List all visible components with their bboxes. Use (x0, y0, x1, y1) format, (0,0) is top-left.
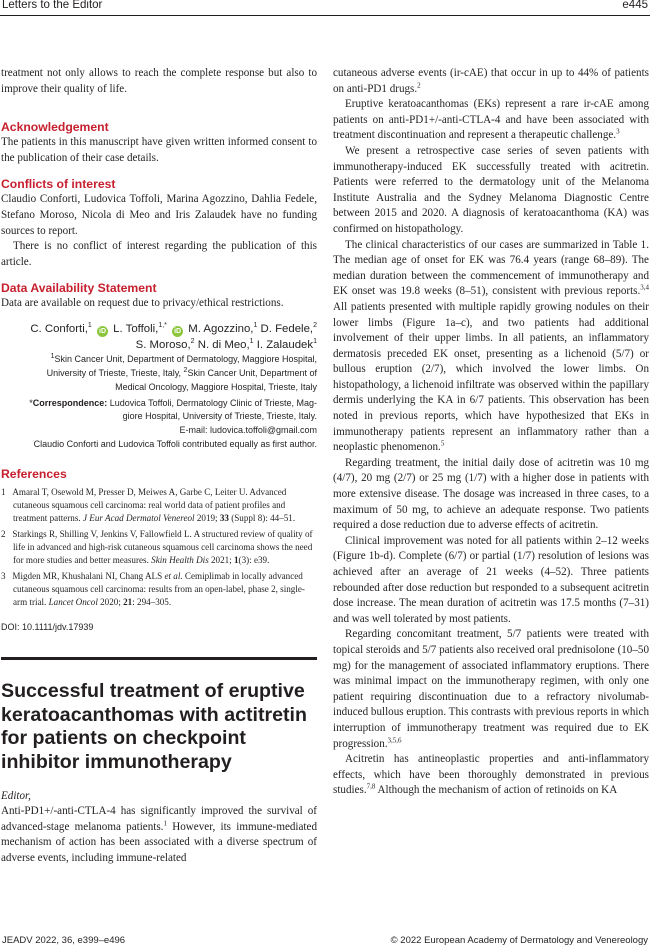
equal-contribution-note: Claudio Conforti and Ludovica Toffoli contributed equally as first author. (33, 438, 317, 449)
paragraph-treatment: Regarding treatment, the initial daily dose of acitretin was 10 mg (4/7), 20 mg (2/7) or 25 mg (1/7) with a higher dose in patients with more extensive disease. The dosage was increased in three cases, to a maximum of 50 mg, to achieve an adequate response. Two patients required a dose reduction due to adverse effects of acitretin. (333, 456, 649, 532)
article-title: Successful treatment of eruptive keratoacanthomas with actitretin for patients on checkpoint inhibitor immunotherapy (1, 680, 307, 773)
doi[interactable]: DOI: 10.1111/jdv.17939 (1, 621, 94, 632)
orcid-icon[interactable]: iD (99, 327, 106, 335)
reference-item: 3 Migden MR, Khushalani NI, Chang ALS et al. Cemiplimab in locally advanced cutaneous squamous cell carcinoma: results from an open-label, phase 2, single-arm trial. Lancet Oncol 2020; 21: 294–305. (1, 571, 305, 608)
acknowledgement-heading: Acknowledgement (1, 120, 109, 135)
footer-copyright: © 2022 European Academy of Dermatology and Venereology (390, 935, 648, 946)
right-column (333, 66, 649, 799)
reference-item: 2 Starkings R, Shilling V, Jenkins V, Fallowfield L. A structured review of quality of life in advanced and high-risk cutaneous squamous cell carcinoma shows the need for more studies and better measures. Skin Health Dis 2021; 1(3): e39. (1, 528, 313, 566)
correspondence-label: Correspondence: (32, 397, 108, 408)
running-header (0, 0, 650, 14)
email-line (1, 424, 317, 438)
article-divider (1, 657, 317, 660)
data-availability-text: Data are available on request due to privacy/ethical restrictions. (1, 297, 284, 310)
header-section: Letters to the Editor (2, 0, 103, 11)
author-list-line-1: C. Conforti,$^1$ iD L. Toffoli,$^{1,*}$ iD M. Agozzino,$^1$ D. Fedele,$^2$ (30, 322, 317, 335)
paragraph-clinical-improvement: Clinical improvement was noted for all patients within 2–12 weeks (Figure 1b-d). Complete (6/7) or partial (1/7) resolution of lesions was achieved after an average of 21 weeks (4–52). Three patients rebounded after dose reduction but responded to a subsequent acitretin dose increase. The mean duration of acitretin was 17.5 months (7–31) and was well tolerated by most patients. (333, 534, 649, 625)
paragraph-clinical-characteristics: The clinical characteristics of our cases are summarized in Table 1. The median age of onset for EK was 76.4 years (range 68–89). The median duration between the commencement of immunotherapy and EK onset was 19.8 weeks (8–51), consistent with previous reports.$^{3,4}$ All patients presented with multiple rapidly growing nodules on their lower limbs (Figure 1a–c), and two patients had additional involvement of their upper limbs. In all patients, an inflammatory dermatosis preceded EK onset, presenting as a lichenoid (5/7) or bullous eruption (2/7), which involved the lower limbs. On histopathology, a lichenoid infiltrate was observed within the papillary dermis underlying the KA in 6/7 patients. This observation has been noted in previous reports, which have hypothesized that EKs in immunotherapy patients represent an inflammatory rather than a neoplastic phenomenon.$^5$ (333, 238, 649, 454)
paragraph-concomitant-treatment: Regarding concomitant treatment, 5/7 patients were treated with topical steroids and 5/7 patients also received oral prednisolone (10–50 mg) for the management of associated inflammatory eruptions. There was minimal impact on the immunotherapy regimen, with only one patient requiring discontinuation due to a refractory nivolumab-induced bullous eruption. This contrasts with previous reports in which interruption of immunotherapy treatment was required due to EK progression.$^{3,5,6}$ (333, 628, 649, 750)
references-section (1, 466, 317, 610)
salutation: Editor, (1, 789, 31, 802)
email-label: E-mail: (179, 425, 208, 436)
correspondence: *Correspondence: Ludovica Toffoli, Dermatology Clinic of Trieste, Mag- giore Hospital, University of Trieste, Trieste, Italy. (29, 397, 317, 422)
paragraph-case-series: We present a retrospective case series of seven patients with immunotherapy-induced EK successfully treated with acitretin. Patients were referred to the dermatology unit of the Melanoma Institute Australia and the Sydney Melanoma Diagnostic Centre between 2015 and 2020. A diagnosis of keratoacanthoma (KA) was confirmed on histopathology. (333, 144, 649, 235)
header-page-number: e445 (622, 0, 648, 11)
reference-item: 1 Amaral T, Osewold M, Presser D, Meiwes A, Garbe C, Leiter U. Advanced cutaneous squamous cell carcinoma: real world data of patient profiles and treatment patterns. J Eur Acad Dermatol Venereol 2019; 33 (Suppl 8): 44–51. (1, 486, 296, 523)
conflicts-heading: Conflicts of interest (1, 177, 116, 192)
header-rule (0, 15, 650, 16)
intro-continuation: treatment not only allows to reach the complete response but also to improve their quality of life. (1, 67, 317, 95)
conflicts-text: Claudio Conforti, Ludovica Toffoli, Marina Agozzino, Dahlia Fedele, Stefano Moroso, Nicola di Meo and Iris Zalaudek have no funding sources to report. (1, 193, 317, 237)
paragraph-ek-definition: Eruptive keratoacanthomas (EKs) represent a rare ir-cAE among patients on anti-PD1+/-anti-CTLA-4 and have been associated with treatment discontinuation and represent a therapeutic challenge.$^3$ (333, 98, 649, 142)
data-availability-heading: Data Availability Statement (1, 281, 157, 296)
author-block (1, 322, 317, 452)
paragraph-continuation: cutaneous adverse events (ir-cAE) that occur in up to 44% of patients on anti-PD1 drugs.$^2$ (333, 67, 649, 95)
left-column (1, 66, 317, 866)
orcid-icon[interactable]: iD (174, 327, 182, 335)
footer-journal: JEADV 2022, 36, e399–e496 (2, 935, 126, 946)
affiliations: $^1$Skin Cancer Unit, Department of Dermatology, Maggiore Hospital, University of Trieste, Trieste, Italy, $^2$Skin Cancer Unit, Department of Medical Oncology, Maggiore Hospital, Trieste, Italy (46, 353, 317, 392)
conflicts-statement: There is no conflict of interest regarding the publication of this article. (1, 240, 317, 268)
paragraph-acitretin: Acitretin has antineoplastic properties and anti-inflammatory effects, which have been thoroughly demonstrated in previous studies.$^{7,8}$ Although the mechanism of action of retinoids on KA (333, 753, 649, 797)
author-list-line-2: S. Moroso,$^2$ N. di Meo,$^1$ I. Zalaudek$^1$ (135, 337, 317, 351)
article-intro-paragraph: Anti-PD1+/-anti-CTLA-4 has significantly improved the survival of advanced-stage melanoma patients.$^1$ However, its immune-mediated mechanism of action has been associated with a diverse spectrum of adverse events, including immune-related (1, 805, 317, 864)
acknowledgement-text: The patients in this manuscript have given written informed consent to the publication of their case details. (1, 136, 317, 164)
email-address[interactable]: ludovica.toffoli@gmail.com (209, 425, 317, 436)
references-heading: References (1, 466, 67, 481)
